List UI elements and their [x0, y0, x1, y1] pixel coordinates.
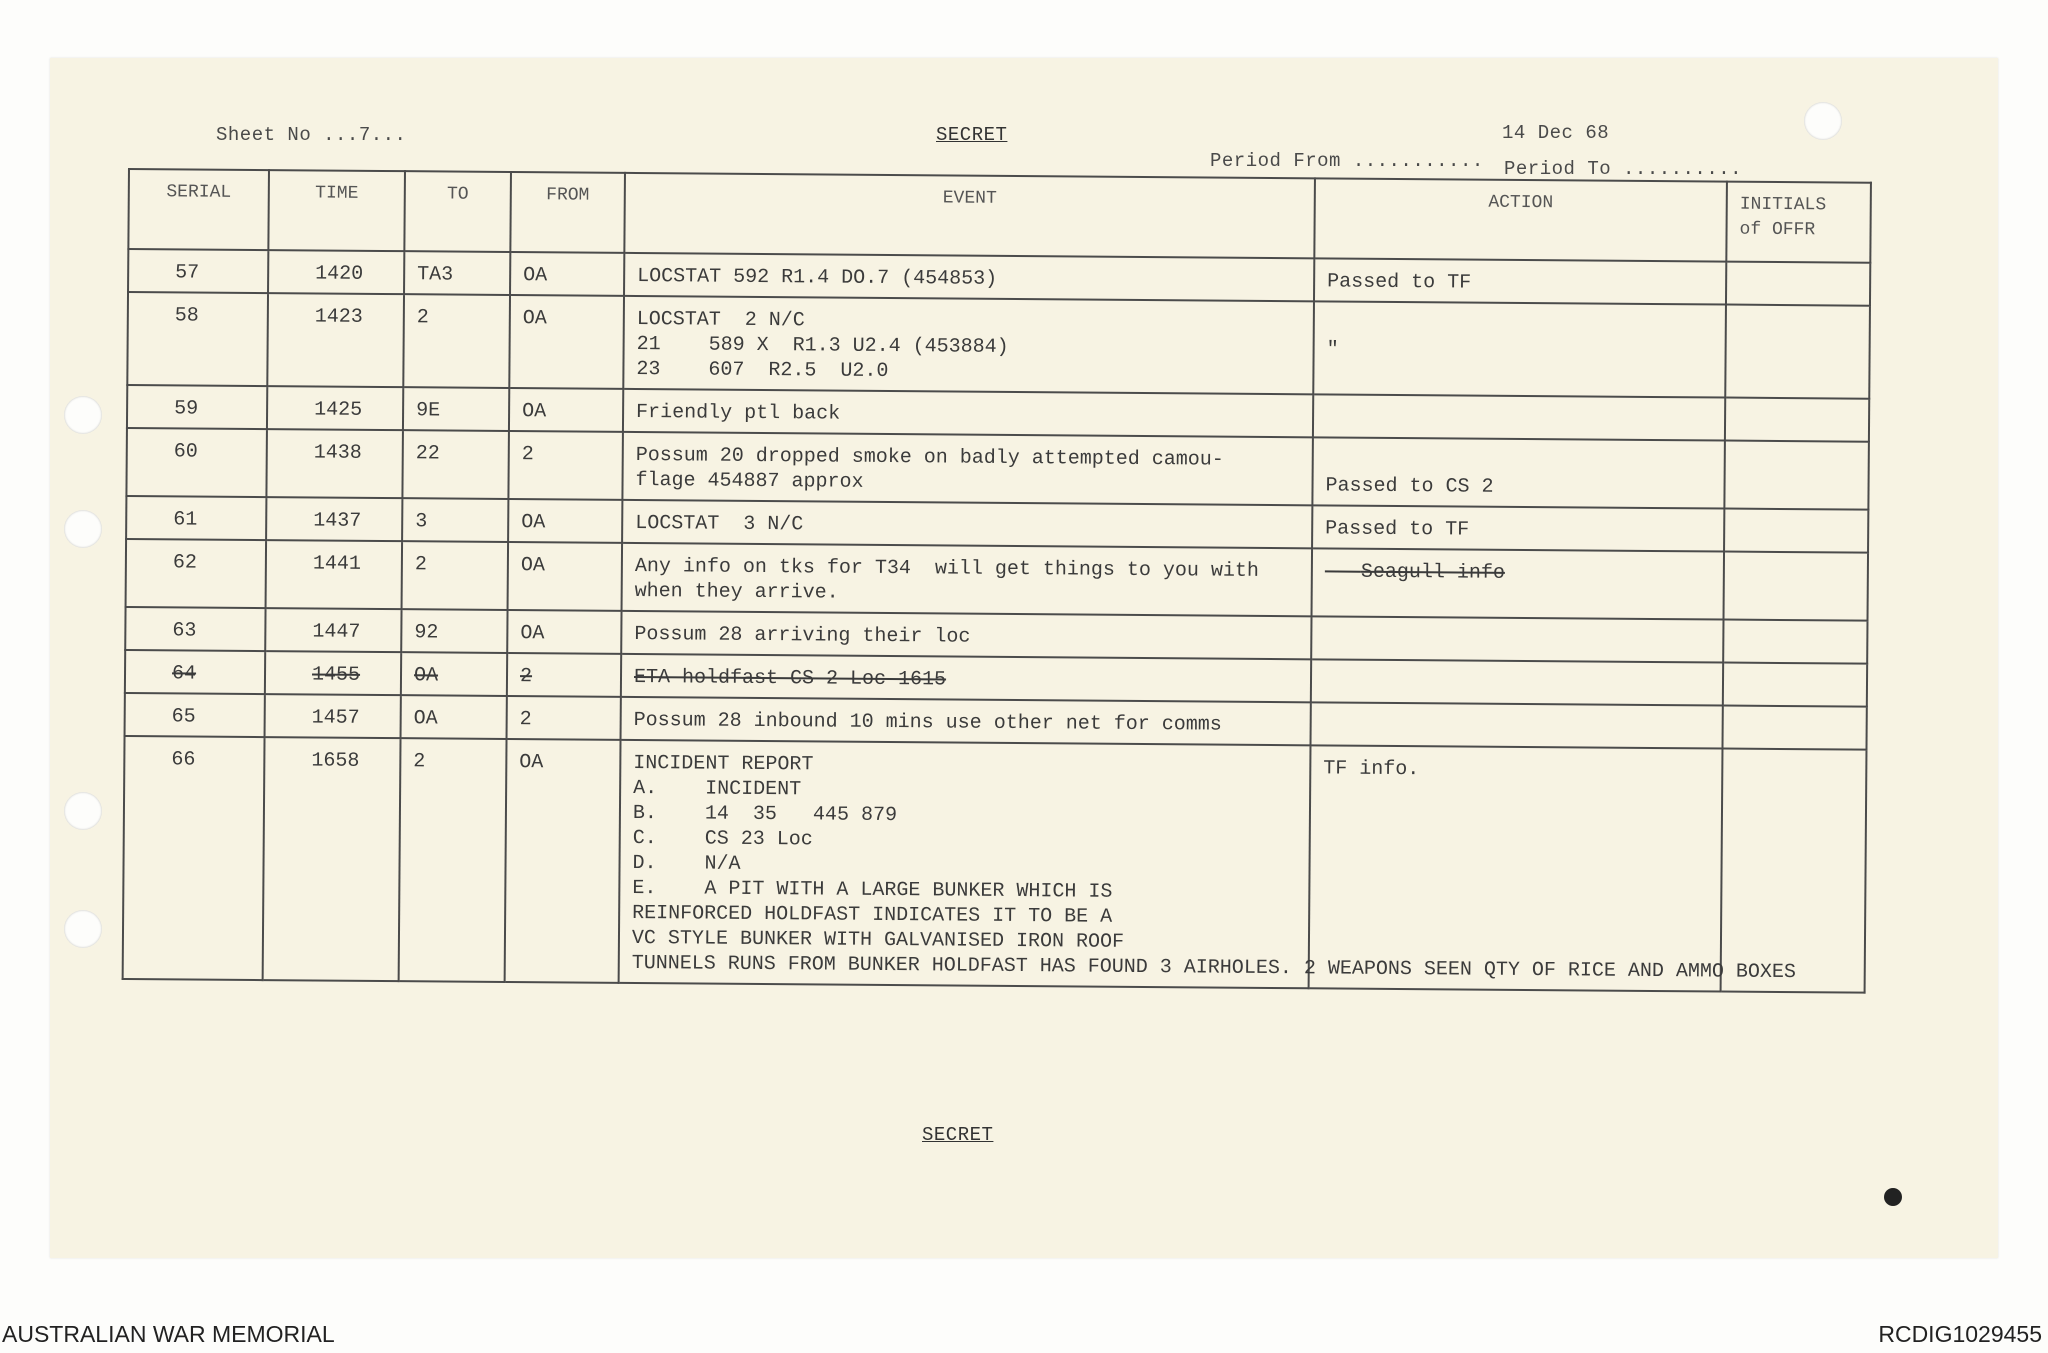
punch-hole — [64, 792, 102, 830]
to-cell: TA3 — [404, 251, 510, 295]
time-cell: 1457 — [265, 694, 401, 738]
from-cell: OA — [509, 388, 623, 432]
from-cell: 2 — [508, 431, 623, 500]
ink-dot — [1884, 1188, 1902, 1206]
initials-cell — [1723, 620, 1867, 664]
initials-cell — [1725, 305, 1870, 399]
from-cell: OA — [507, 610, 621, 654]
document-sheet — [50, 58, 1998, 1258]
column-header-action: ACTION — [1314, 178, 1727, 261]
from-cell: OA — [508, 542, 623, 611]
event-cell: Any info on tks for T34 will get things to you with when they arrive. — [622, 543, 1313, 616]
to-cell: 2 — [399, 738, 507, 982]
action-cell — [1311, 659, 1723, 705]
action-cell: Passed to TF — [1314, 258, 1726, 304]
event-cell: Possum 28 inbound 10 mins use other net for comms — [621, 697, 1311, 745]
serial-cell: 59 — [127, 385, 267, 429]
serial-cell: 60 — [126, 428, 267, 497]
from-cell: OA — [510, 252, 624, 296]
event-cell: INCIDENT REPORT A. INCIDENT B. 14 35 445 879 C. CS 23 Loc D. N/A E. A PIT WITH A LARGE BUNKER WHICH IS REINFORCED HOLDFAST INDICATES IT TO BE A VC STYLE BUNKER WITH GALVANISED IRON ROOF TUNNELS RUNS FROM BUNKER HOLDFAST HAS FOUND 3 AIRHOLES. 2 WEAPONS SEEN QTY OF RICE AND AMMO BOXES — [619, 740, 1311, 988]
action-cell — [1313, 394, 1725, 440]
table-row — [127, 292, 1870, 399]
serial-cell: 66 — [123, 736, 265, 980]
sheet-number: Sheet No ...7... — [216, 124, 407, 146]
serial-cell: 63 — [125, 607, 265, 651]
action-cell: " — [1313, 301, 1726, 397]
initials-cell — [1724, 552, 1869, 621]
time-cell: 1438 — [266, 429, 403, 498]
punch-hole — [64, 510, 102, 548]
column-header-initials: INITIALS of OFFR — [1726, 182, 1871, 263]
log-date: 14 Dec 68 — [1502, 122, 1610, 144]
to-cell: 92 — [401, 609, 507, 653]
to-cell: 3 — [402, 498, 508, 542]
time-cell: 1441 — [266, 540, 403, 609]
event-cell: Possum 20 dropped smoke on badly attempted camou- flage 454887 approx — [622, 432, 1313, 505]
table-row — [123, 736, 1867, 993]
initials-cell — [1725, 398, 1869, 442]
serial-cell: 61 — [126, 496, 266, 540]
event-cell: LOCSTAT 592 R1.4 DO.7 (454853) — [624, 253, 1314, 301]
period-from: Period From ........... — [1210, 150, 1484, 172]
serial-cell: 62 — [126, 539, 267, 608]
time-cell: 1455 — [265, 651, 401, 695]
from-cell: OA — [505, 739, 621, 983]
action-cell: Passed to CS 2 — [1312, 437, 1725, 508]
event-cell: Friendly ptl back — [623, 389, 1313, 437]
column-header-from: FROM — [510, 172, 625, 253]
time-cell: 1423 — [267, 293, 404, 387]
punch-hole — [1804, 102, 1842, 140]
event-cell: LOCSTAT 3 N/C — [622, 500, 1312, 548]
to-cell: 9E — [403, 387, 509, 431]
action-cell: Passed to TF — [1312, 505, 1724, 551]
initials-cell — [1721, 749, 1867, 993]
record-identifier: RCDIG1029455 — [1878, 1321, 2042, 1347]
initials-cell — [1723, 663, 1867, 707]
serial-cell: 65 — [125, 693, 265, 737]
time-cell: 1658 — [263, 737, 401, 981]
punch-hole — [64, 910, 102, 948]
period-to: Period To .......... — [1504, 158, 1743, 180]
action-cell: Seagull info — [1312, 548, 1725, 619]
from-cell: OA — [508, 499, 622, 543]
event-cell: LOCSTAT 2 N/C 21 589 X R1.3 U2.4 (453884) 23 607 R2.5 U2.0 — [623, 296, 1314, 394]
serial-cell: 58 — [127, 292, 268, 386]
punch-hole — [64, 396, 102, 434]
initials-cell — [1726, 262, 1870, 306]
column-header-serial: SERIAL — [128, 169, 269, 250]
to-cell: 2 — [403, 294, 510, 388]
serial-cell: 64 — [125, 650, 265, 694]
time-cell: 1437 — [266, 497, 402, 541]
column-header-event: EVENT — [624, 173, 1315, 258]
column-header-to: TO — [404, 171, 511, 252]
to-cell: 22 — [402, 430, 509, 499]
institution-label: AUSTRALIAN WAR MEMORIAL — [2, 1321, 335, 1347]
action-cell: TF info. — [1309, 745, 1723, 991]
classification-footer: SECRET — [922, 1124, 994, 1146]
time-cell: 1420 — [268, 250, 404, 294]
event-log-table — [122, 168, 1872, 994]
from-cell: 2 — [507, 696, 621, 740]
action-cell — [1311, 616, 1723, 662]
to-cell: OA — [401, 652, 507, 696]
initials-cell — [1724, 509, 1868, 553]
initials-cell — [1722, 706, 1866, 750]
time-cell: 1425 — [267, 386, 403, 430]
serial-cell: 57 — [128, 249, 268, 293]
from-cell: 2 — [507, 653, 621, 697]
event-cell: Possum 28 arriving their loc — [621, 611, 1311, 659]
action-cell — [1311, 702, 1723, 748]
classification-header: SECRET — [936, 124, 1008, 146]
event-cell: ETA holdfast CS 2 Loc 1615 — [621, 654, 1311, 702]
to-cell: OA — [401, 695, 507, 739]
table-header-row — [128, 169, 1871, 263]
time-cell: 1447 — [265, 608, 401, 652]
from-cell: OA — [509, 295, 624, 389]
column-header-time: TIME — [268, 170, 405, 251]
to-cell: 2 — [402, 541, 509, 610]
initials-cell — [1724, 441, 1869, 510]
